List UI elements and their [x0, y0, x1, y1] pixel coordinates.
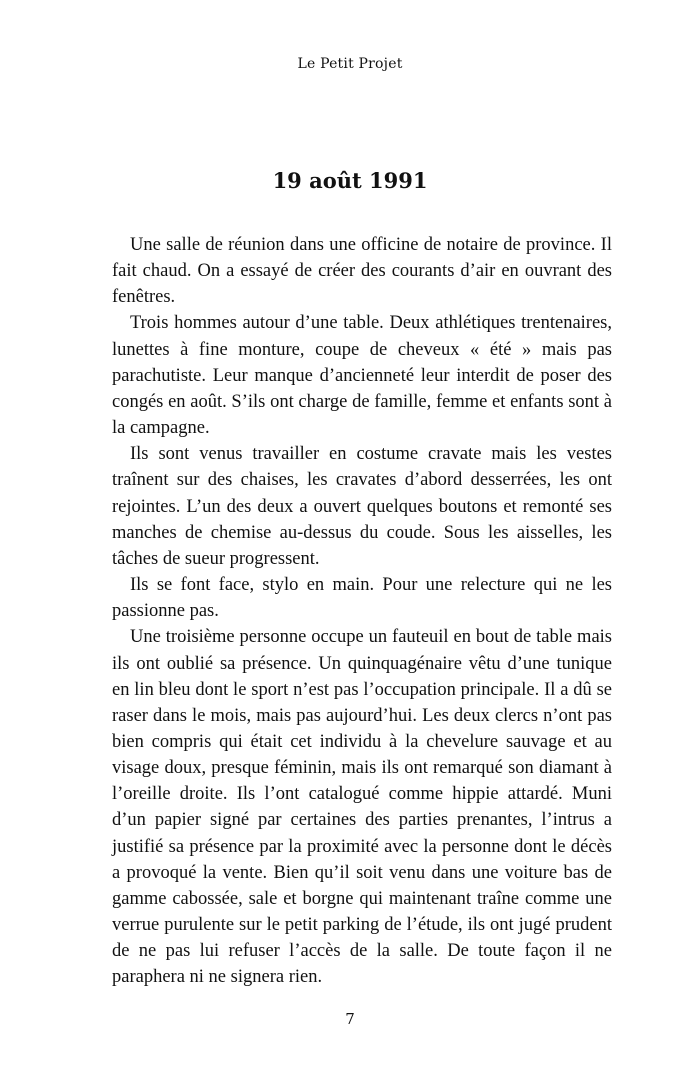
paragraph: Ils se font face, stylo en main. Pour une relecture qui ne les passionne pas.	[112, 575, 612, 622]
body-text	[112, 232, 612, 991]
page-number: 7	[345, 1010, 355, 1028]
chapter-title: 19 août 1991	[272, 168, 428, 193]
paragraph: Ils sont venus travailler en costume cravate mais les vestes traînent sur des chaises, les cravates d’abord desserrées, les ont rejointes. L’un des deux a ouvert quelques boutons et remonté ses manches de chemise au-dessus du coude. Sous les aisselles, les tâches de sueur progressent.	[112, 444, 612, 569]
paragraph: Une salle de réunion dans une officine de notaire de province. Il fait chaud. On a essayé de créer des courants d’air en ouvrant des fenêtres.	[112, 235, 612, 308]
running-header: Le Petit Projet	[297, 56, 403, 72]
paragraph: Trois hommes autour d’une table. Deux athlétiques trentenaires, lunettes à fine monture, coupe de cheveux « été » mais pas parachutiste. Leur manque d’ancienneté leur interdit de poser des congés en août. S’ils ont charge de famille, femme et enfants sont à la campagne.	[112, 313, 612, 439]
paragraph: Une troisième personne occupe un fauteuil en bout de table mais ils ont oublié sa présence. Un quinquagénaire vêtu d’une tunique en lin bleu dont le sport n’est pas l’occupation principale. Il a dû se raser dans le mois, mais pas aujourd’hui. Les deux clercs n’ont pas bien compris qui était cet individu à la chevelure sauvage et au visage doux, presque féminin, mais ils ont remarqué son diamant à l’oreille droite. Ils l’ont catalogué comme hippie attardé. Muni d’un papier signé par certaines des parties prenantes, l’intrus a justifié sa présence par la proximité avec la personne dont le décès a provoqué la vente. Bien qu’il soit venu dans une voiture bas de gamme cabossée, sale et borgne qui maintenant traîne comme une verrue purulente sur le petit parking de l’étude, ils ont jugé prudent de ne pas lui refuser l’accès de la salle. De toute façon il ne paraphera ni ne signera rien.	[112, 627, 612, 988]
